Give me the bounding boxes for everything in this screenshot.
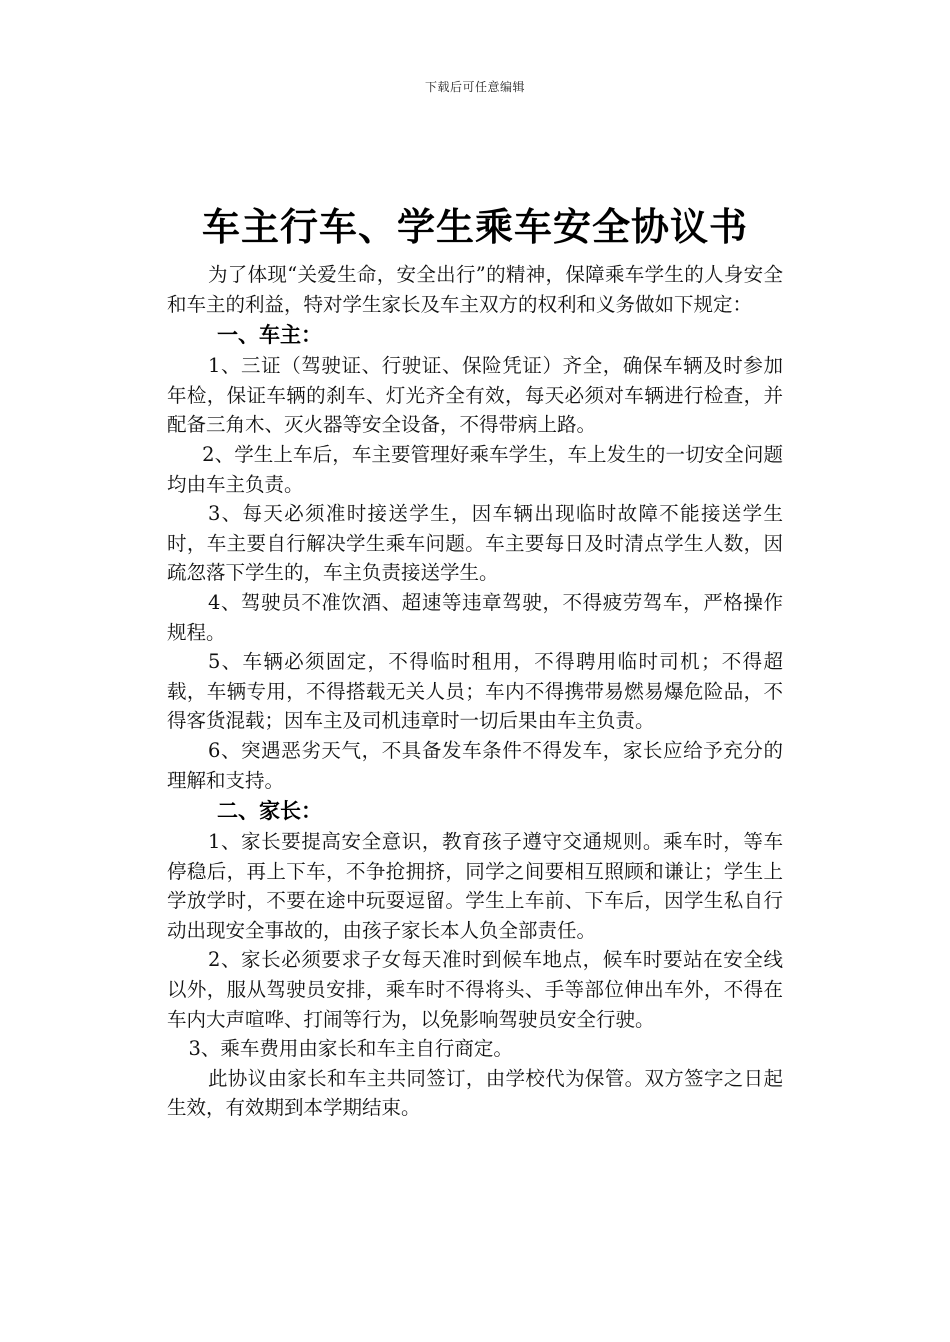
intro-paragraph: 为了体现“关爱生命，安全出行”的精神，保障乘车学生的人身安全和车主的利益，特对学生家长及车主双方的权利和义务做如下规定：: [167, 263, 783, 316]
car-owner-clause-2: 2、学生上车后，车主要管理好乘车学生，车上发生的一切安全问题均由车主负责。: [167, 442, 783, 496]
section-heading-parent: 二、家长：: [217, 799, 322, 824]
parent-clause-2: 2、家长必须要求子女每天准时到候车地点，候车时要站在安全线以外，服从驾驶员安排，乘车时不得将头、手等部位伸出车外，不得在车内大声喧哗、打闹等行为，以免影响驾驶员安全行驶。: [167, 948, 783, 1031]
car-owner-clause-4: 4、驾驶员不准饮酒、超速等违章驾驶，不得疲劳驾车，严格操作规程。: [167, 590, 783, 644]
car-owner-clause-1: 1、三证（驾驶证、行驶证、保险凭证）齐全，确保车辆及时参加年检，保证车辆的刹车、灯光齐全有效，每天必须对车辆进行检查，并配备三角木、灭火器等安全设备，不得带病上路。: [167, 354, 783, 437]
parent-clause-1: 1、家长要提高安全意识，教育孩子遵守交通规则。乘车时，等车停稳后，再上下车，不争抢拥挤，同学之间要相互照顾和谦让；学生上学放学时，不要在途中玩耍逗留。学生上车前、下车后，因学生私自行动出现安全事故的，由孩子家长本人负全部责任。: [167, 830, 783, 942]
car-owner-clause-5: 5、车辆必须固定，不得临时租用，不得聘用临时司机；不得超载，车辆专用，不得搭载无关人员；车内不得携带易燃易爆危险品，不得客货混载；因车主及司机违章时一切后果由车主负责。: [167, 650, 783, 733]
document-body: [167, 200, 783, 1123]
car-owner-clause-3: 3、每天必须准时接送学生，因车辆出现临时故障不能接送学生时，车主要自行解决学生乘车问题。车主要每日及时清点学生人数，因疏忽落下学生的，车主负责接送学生。: [167, 502, 783, 585]
parent-clause-3: 3、乘车费用由家长和车主自行商定。: [188, 1037, 513, 1061]
closing-paragraph: 此协议由家长和车主共同签订，由学校代为保管。双方签字之日起生效，有效期到本学期结束。: [167, 1066, 783, 1120]
document-title: 车主行车、学生乘车安全协议书: [201, 205, 748, 249]
header-note: 下载后可任意编辑: [424, 80, 525, 94]
car-owner-clause-6: 6、突遇恶劣天气，不具备发车条件不得发车，家长应给予充分的理解和支持。: [167, 738, 783, 792]
section-heading-car-owner: 一、车主：: [217, 323, 322, 348]
